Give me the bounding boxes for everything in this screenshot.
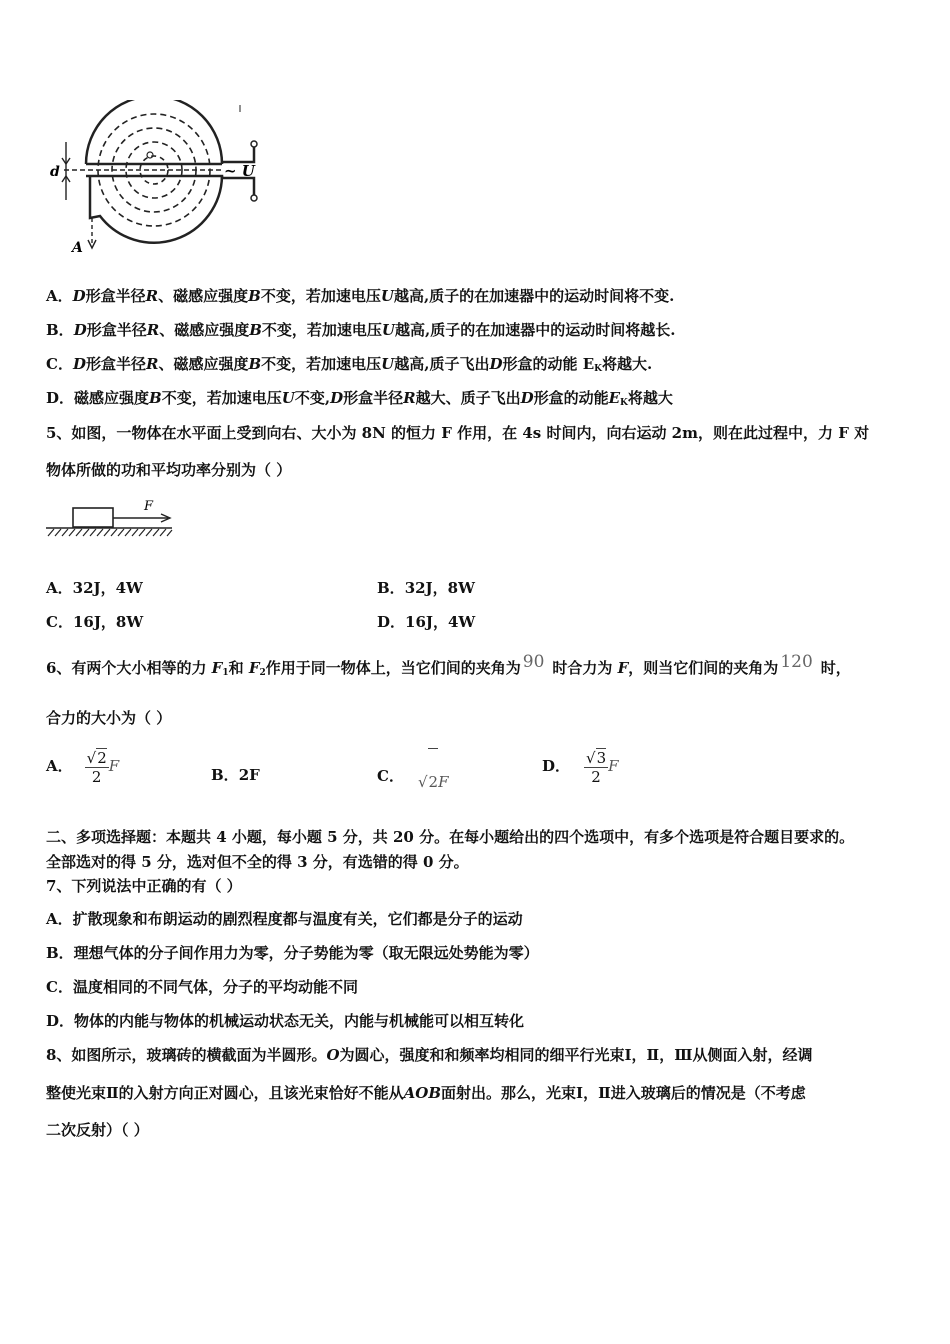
angle-90: 90	[522, 652, 545, 672]
q5-stem-line1: 5、如图，一物体在水平面上受到向右、大小为 8N 的恒力 F 作用，在 4s 时间内，向右运动 2m，则在此过程中，力 F 对	[46, 424, 870, 442]
q5-option-c: C．16J，8W	[46, 613, 144, 631]
q7-option-d: D．物体的内能与物体的机械运动状态无关，内能与机械能可以相互转化	[46, 1012, 525, 1030]
q6-option-a: A． $\frac{√2}{2}$ F	[46, 749, 120, 786]
angle-120: 120	[780, 652, 813, 672]
q8-stem-line3: 二次反射）（ ）	[46, 1121, 149, 1139]
q5-option-d: D．16J，4W	[377, 613, 476, 631]
q6-option-b: B．2F	[211, 766, 260, 784]
q4-option-c: C．D形盒半径R、磁感应强度B不变，若加速电压U越高,质子飞出D形盒的动能 $E_K$将越大.	[46, 355, 653, 374]
q5-stem-line2: 物体所做的功和平均功率分别为（ ）	[46, 461, 292, 479]
section2-line2: 全部选对的得 5 分，选对但不全的得 3 分，有选错的得 0 分。	[46, 853, 469, 871]
q6-option-d: D． $\frac{√3}{2}$ F	[542, 749, 619, 786]
block-force-diagram	[44, 494, 176, 540]
q4-option-d: D．磁感应强度B不变，若加速电压U不变,D形盒半径R越大、质子飞出D形盒的动能$E_K$将越大	[46, 389, 673, 408]
q6-stem-line1: 6、有两个大小相等的力 $F_1$和 $F_2$作用于同一物体上，当它们间的夹角为 90 时合力为 F，则当它们间的夹角为 120 时，	[46, 652, 851, 678]
q7-option-b: B．理想气体的分子间作用力为零，分子势能为零（取无限远处势能为零）	[46, 944, 539, 962]
label-U: ~ U	[224, 162, 255, 180]
label-d: d	[50, 164, 60, 180]
q5-option-a: A．32J，4W	[46, 579, 143, 597]
cyclotron-diagram	[44, 100, 274, 258]
q8-stem-line1: 8、如图所示，玻璃砖的横截面为半圆形。O为圆心，强度和和频率均相同的细平行光束Ⅰ，Ⅱ，Ⅲ从侧面入射，经调	[46, 1046, 813, 1064]
block	[73, 508, 113, 527]
q5-option-b: B．32J，8W	[377, 579, 475, 597]
q4-option-a: A．D形盒半径R、磁感应强度B不变，若加速电压U越高,质子的在加速器中的运动时间将不变.	[46, 287, 675, 305]
q4-option-b: B．D形盒半径R、磁感应强度B不变，若加速电压U越高,质子的在加速器中的运动时间将越长.	[46, 321, 676, 339]
q7-option-c: C．温度相同的不同气体，分子的平均动能不同	[46, 978, 358, 996]
q6-option-c: C． √2F	[377, 742, 448, 809]
lower-d-shape	[86, 176, 222, 243]
q7-option-a: A．扩散现象和布朗运动的剧烈程度都与温度有关，它们都是分子的运动	[46, 910, 523, 928]
force-label: F	[144, 499, 154, 514]
label-A: A	[72, 240, 83, 256]
q7-stem: 7、下列说法中正确的有（ ）	[46, 877, 242, 895]
q6-stem-line2: 合力的大小为（ ）	[46, 709, 172, 727]
q8-stem-line2: 整使光束Ⅱ的入射方向正对圆心，且该光束恰好不能从AOB面射出。那么，光束Ⅰ，Ⅱ进入玻璃后的情况是（不考虑	[46, 1084, 806, 1102]
section2-line1: 二、多项选择题：本题共 4 小题，每小题 5 分，共 20 分。在每小题给出的四个选项中，有多个选项是符合题目要求的。	[46, 828, 855, 846]
